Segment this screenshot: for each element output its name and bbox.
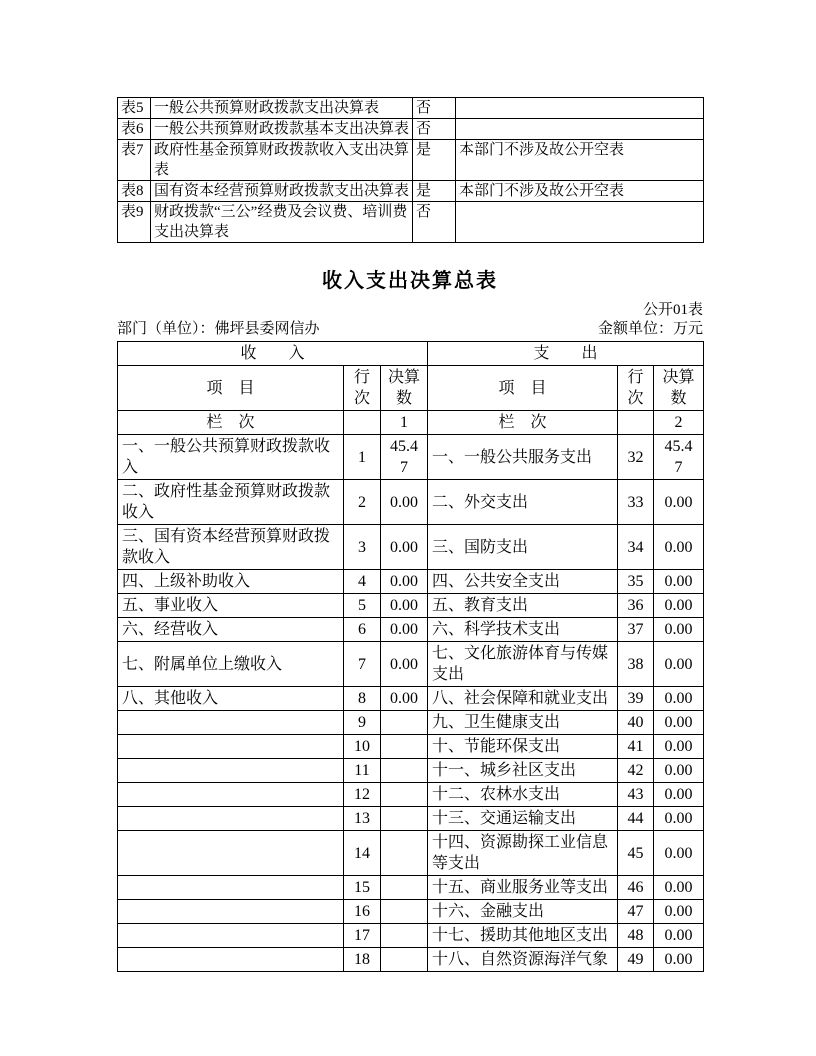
- expense-item-cell: 三、国防支出: [428, 525, 618, 570]
- income-value-cell: 0.00: [381, 570, 428, 594]
- income-value-cell: [381, 924, 428, 948]
- index-row-flag: 否: [413, 202, 456, 243]
- income-item-cell: [118, 807, 344, 831]
- income-value-cell: [381, 900, 428, 924]
- index-row: [118, 98, 704, 119]
- income-item-cell: [118, 735, 344, 759]
- summary-row: [118, 876, 704, 900]
- expense-value-cell: 0.00: [654, 783, 704, 807]
- income-item-cell: 五、事业收入: [118, 594, 344, 618]
- income-column-number: 1: [381, 411, 428, 435]
- income-line-cell: 11: [344, 759, 381, 783]
- expense-line-header: 行次: [618, 366, 654, 411]
- income-item-cell: [118, 831, 344, 876]
- summary-row: [118, 783, 704, 807]
- income-item-cell: [118, 759, 344, 783]
- expense-item-cell: 十三、交通运输支出: [428, 807, 618, 831]
- income-item-cell: 一、一般公共预算财政拨款收入: [118, 435, 344, 480]
- index-row: [118, 202, 704, 243]
- index-row-flag: 否: [413, 119, 456, 140]
- income-line-cell: 4: [344, 570, 381, 594]
- expense-value-cell: 0.00: [654, 570, 704, 594]
- expense-value-cell: 0.00: [654, 642, 704, 687]
- expense-line-cell: 43: [618, 783, 654, 807]
- expense-item-cell: 一、一般公共服务支出: [428, 435, 618, 480]
- income-value-cell: [381, 807, 428, 831]
- income-item-cell: 七、附属单位上缴收入: [118, 642, 344, 687]
- income-item-cell: [118, 783, 344, 807]
- expense-line-cell: 48: [618, 924, 654, 948]
- income-line-cell: 16: [344, 900, 381, 924]
- index-row-title: 一般公共预算财政拨款支出决算表: [151, 98, 413, 119]
- expense-value-cell: 0.00: [654, 618, 704, 642]
- expense-value-cell: 0.00: [654, 924, 704, 948]
- expense-item-cell: 十八、自然资源海洋气象: [428, 948, 618, 972]
- summary-row: [118, 831, 704, 876]
- index-row-number: 表9: [118, 202, 151, 243]
- income-value-cell: 0.00: [381, 480, 428, 525]
- expense-column-number: 2: [654, 411, 704, 435]
- department-line: 部门（单位）：佛坪县委网信办: [117, 321, 320, 337]
- summary-row: [118, 480, 704, 525]
- income-line-cell: 5: [344, 594, 381, 618]
- summary-table: [117, 341, 704, 972]
- expense-value-cell: 0.00: [654, 711, 704, 735]
- expense-line-cell: 37: [618, 618, 654, 642]
- summary-row: [118, 948, 704, 972]
- column-header-row: [118, 366, 704, 411]
- income-line-cell: 17: [344, 924, 381, 948]
- summary-row: [118, 807, 704, 831]
- expense-item-cell: 十五、商业服务业等支出: [428, 876, 618, 900]
- summary-row: [118, 570, 704, 594]
- income-item-header: 项 目: [118, 366, 344, 411]
- column-index-row: [118, 411, 704, 435]
- index-row-flag: 否: [413, 98, 456, 119]
- summary-table-body: [118, 435, 704, 972]
- expense-value-cell: 0.00: [654, 759, 704, 783]
- income-line-cell: 10: [344, 735, 381, 759]
- expense-line-cell: 44: [618, 807, 654, 831]
- index-row-title: 财政拨款“三公”经费及会议费、培训费支出决算表: [151, 202, 413, 243]
- expense-line-cell: 32: [618, 435, 654, 480]
- income-line-cell: 14: [344, 831, 381, 876]
- income-item-cell: [118, 924, 344, 948]
- income-line-cell: 7: [344, 642, 381, 687]
- index-row-remark: [456, 98, 704, 119]
- index-row: [118, 181, 704, 202]
- expense-line-cell: 40: [618, 711, 654, 735]
- expense-value-cell: 0.00: [654, 807, 704, 831]
- summary-row: [118, 642, 704, 687]
- income-value-cell: [381, 759, 428, 783]
- summary-row: [118, 711, 704, 735]
- expense-item-cell: 九、卫生健康支出: [428, 711, 618, 735]
- summary-row: [118, 735, 704, 759]
- income-section-header: 收 入: [118, 342, 428, 366]
- income-line-cell: 2: [344, 480, 381, 525]
- expense-column-row-blank: [618, 411, 654, 435]
- income-line-cell: 9: [344, 711, 381, 735]
- income-value-cell: [381, 876, 428, 900]
- income-item-cell: [118, 900, 344, 924]
- expense-item-cell: 十一、城乡社区支出: [428, 759, 618, 783]
- expense-value-cell: 0.00: [654, 525, 704, 570]
- expense-line-cell: 49: [618, 948, 654, 972]
- expense-value-cell: 0.00: [654, 876, 704, 900]
- income-value-cell: 0.00: [381, 618, 428, 642]
- income-item-cell: 二、政府性基金预算财政拨款收入: [118, 480, 344, 525]
- income-item-cell: [118, 876, 344, 900]
- expense-value-cell: 0.00: [654, 831, 704, 876]
- income-item-cell: 六、经营收入: [118, 618, 344, 642]
- summary-row: [118, 435, 704, 480]
- index-row-title: 一般公共预算财政拨款基本支出决算表: [151, 119, 413, 140]
- expense-item-header: 项 目: [428, 366, 618, 411]
- expense-column-row-label: 栏 次: [428, 411, 618, 435]
- summary-row: [118, 924, 704, 948]
- expense-item-cell: 二、外交支出: [428, 480, 618, 525]
- index-row-remark: [456, 119, 704, 140]
- expense-section-header: 支 出: [428, 342, 704, 366]
- income-value-cell: [381, 735, 428, 759]
- expense-item-cell: 八、社会保障和就业支出: [428, 687, 618, 711]
- income-value-cell: 0.00: [381, 642, 428, 687]
- index-row-number: 表8: [118, 181, 151, 202]
- index-row: [118, 140, 704, 181]
- expense-value-cell: 0.00: [654, 900, 704, 924]
- expense-line-cell: 38: [618, 642, 654, 687]
- expense-item-cell: 五、教育支出: [428, 594, 618, 618]
- summary-row: [118, 525, 704, 570]
- summary-table-head: [118, 342, 704, 435]
- index-row-title: 政府性基金预算财政拨款收入支出决算表: [151, 140, 413, 181]
- index-row-number: 表5: [118, 98, 151, 119]
- summary-row: [118, 618, 704, 642]
- income-line-cell: 12: [344, 783, 381, 807]
- income-line-cell: 13: [344, 807, 381, 831]
- expense-line-cell: 41: [618, 735, 654, 759]
- income-value-cell: 0.00: [381, 525, 428, 570]
- income-value-cell: [381, 783, 428, 807]
- income-line-cell: 1: [344, 435, 381, 480]
- expense-value-header: 决算数: [654, 366, 704, 411]
- index-row-number: 表6: [118, 119, 151, 140]
- index-row-flag: 是: [413, 181, 456, 202]
- section-header-row: [118, 342, 704, 366]
- index-table: [117, 97, 704, 243]
- page-title: 收入支出决算总表: [322, 270, 498, 292]
- expense-item-cell: 四、公共安全支出: [428, 570, 618, 594]
- income-value-cell: 0.00: [381, 594, 428, 618]
- income-item-cell: [118, 948, 344, 972]
- income-item-cell: 三、国有资本经营预算财政拨款收入: [118, 525, 344, 570]
- summary-row: [118, 594, 704, 618]
- expense-item-cell: 六、科学技术支出: [428, 618, 618, 642]
- index-row-title: 国有资本经营预算财政拨款支出决算表: [151, 181, 413, 202]
- income-line-header: 行次: [344, 366, 381, 411]
- index-row-flag: 是: [413, 140, 456, 181]
- summary-row: [118, 687, 704, 711]
- expense-line-cell: 46: [618, 876, 654, 900]
- index-row-number: 表7: [118, 140, 151, 181]
- income-line-cell: 3: [344, 525, 381, 570]
- expense-line-cell: 33: [618, 480, 654, 525]
- index-row-remark: 本部门不涉及故公开空表: [456, 181, 704, 202]
- summary-row: [118, 759, 704, 783]
- income-line-cell: 8: [344, 687, 381, 711]
- income-value-cell: 45.47: [381, 435, 428, 480]
- income-value-header: 决算数: [381, 366, 428, 411]
- expense-value-cell: 45.47: [654, 435, 704, 480]
- expense-line-cell: 47: [618, 900, 654, 924]
- amount-unit: 金额单位：万元: [597, 321, 703, 337]
- table-number: 公开01表: [642, 302, 703, 318]
- expense-value-cell: 0.00: [654, 594, 704, 618]
- expense-line-cell: 39: [618, 687, 654, 711]
- income-value-cell: [381, 711, 428, 735]
- expense-value-cell: 0.00: [654, 480, 704, 525]
- expense-item-cell: 十二、农林水支出: [428, 783, 618, 807]
- expense-item-cell: 十、节能环保支出: [428, 735, 618, 759]
- income-value-cell: 0.00: [381, 687, 428, 711]
- income-item-cell: 四、上级补助收入: [118, 570, 344, 594]
- expense-line-cell: 42: [618, 759, 654, 783]
- meta-right: [598, 301, 703, 339]
- summary-row: [118, 900, 704, 924]
- expense-value-cell: 0.00: [654, 735, 704, 759]
- index-table-body: [118, 98, 704, 243]
- expense-line-cell: 34: [618, 525, 654, 570]
- expense-line-cell: 45: [618, 831, 654, 876]
- income-item-cell: [118, 711, 344, 735]
- index-row-remark: [456, 202, 704, 243]
- income-line-cell: 18: [344, 948, 381, 972]
- income-value-cell: [381, 831, 428, 876]
- meta-row: [117, 301, 703, 339]
- expense-item-cell: 十六、金融支出: [428, 900, 618, 924]
- index-row: [118, 119, 704, 140]
- income-line-cell: 6: [344, 618, 381, 642]
- income-column-row-blank: [344, 411, 381, 435]
- income-item-cell: 八、其他收入: [118, 687, 344, 711]
- expense-line-cell: 36: [618, 594, 654, 618]
- expense-value-cell: 0.00: [654, 687, 704, 711]
- income-line-cell: 15: [344, 876, 381, 900]
- expense-line-cell: 35: [618, 570, 654, 594]
- document-content: [117, 97, 703, 972]
- expense-item-cell: 十四、资源勘探工业信息等支出: [428, 831, 618, 876]
- income-value-cell: [381, 948, 428, 972]
- expense-item-cell: 七、文化旅游体育与传媒支出: [428, 642, 618, 687]
- expense-value-cell: 0.00: [654, 948, 704, 972]
- index-row-remark: 本部门不涉及故公开空表: [456, 140, 704, 181]
- expense-item-cell: 十七、援助其他地区支出: [428, 924, 618, 948]
- income-column-row-label: 栏 次: [118, 411, 344, 435]
